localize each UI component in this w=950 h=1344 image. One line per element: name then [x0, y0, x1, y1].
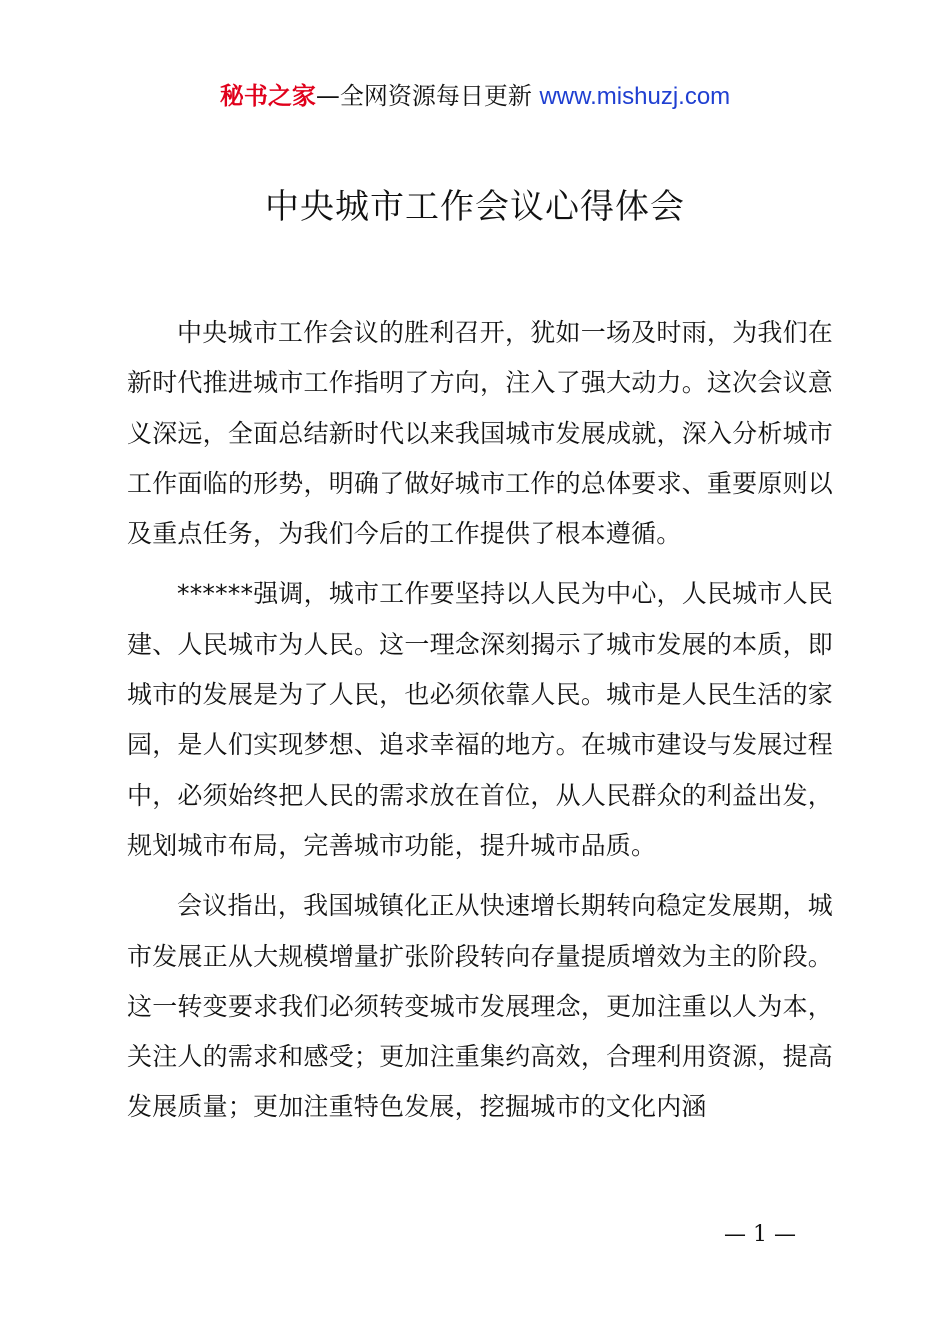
document-title: 中央城市工作会议心得体会 [265, 187, 685, 227]
header-tagline: —全网资源每日更新 [315, 82, 532, 110]
paragraph: 中央城市工作会议的胜利召开，犹如一场及时雨，为我们在新时代推进城市工作指明了方向，注入了强大动力。这次会议意义深远，全面总结新时代以来我国城市发展成就，深入分析城市工作面临的形势，明确了做好城市工作的总体要求、重要原则以及重点任务，为我们今后的工作提供了根本遵循。 [127, 318, 833, 549]
paragraph: ******强调，城市工作要坚持以人民为中心，人民城市人民建、人民城市为人民。这一理念深刻揭示了城市发展的本质，即城市的发展是为了人民，也必须依靠人民。城市是人民生活的家园，是人们实现梦想、追求幸福的地方。在城市建设与发展过程中，必须始终把人民的需求放在首位，从人民群众的利益出发，规划城市布局，完善城市功能，提升城市品质。 [127, 579, 833, 860]
site-header [0, 80, 950, 113]
paragraph: 会议指出，我国城镇化正从快速增长期转向稳定发展期，城市发展正从大规模增量扩张阶段转向存量提质增效为主的阶段。这一转变要求我们必须转变城市发展理念，更加注重以人为本，关注人的需求和感受；更加注重集约高效，合理利用资源，提高发展质量；更加注重特色发展，挖掘城市的文化内涵 [127, 891, 833, 1122]
page-number: — 1 — [724, 1222, 796, 1247]
document-body [127, 308, 833, 1143]
brand-name: 秘书之家 [219, 82, 316, 110]
site-url-link[interactable]: www.mishuzj.com [539, 83, 731, 110]
